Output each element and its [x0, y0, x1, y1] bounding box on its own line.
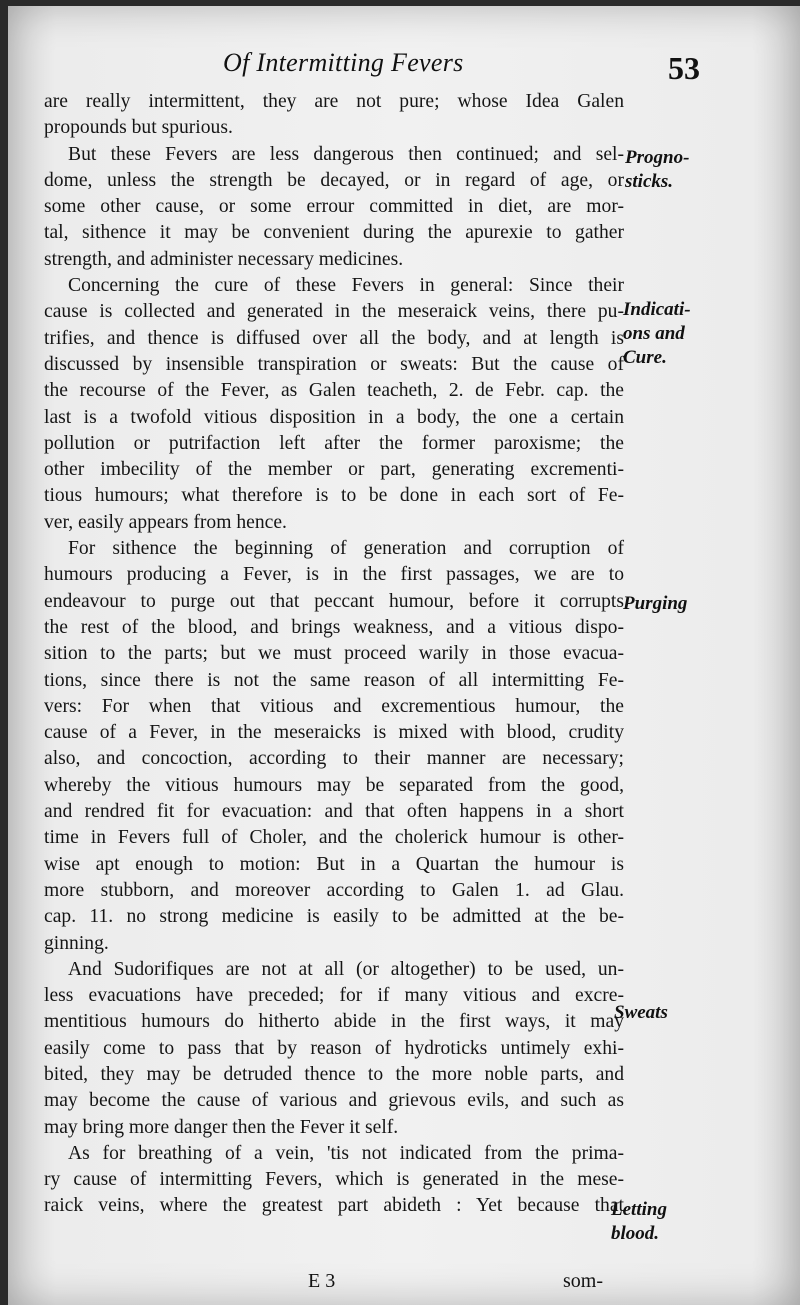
- paragraph-prognosticks: [44, 142, 624, 273]
- text-line: may bring more danger then the Fever it self.: [44, 1116, 399, 1138]
- margin-note-line: sticks.: [625, 171, 674, 192]
- text-line: easily come to pass that by reason of hydroticks untimely exhi-: [44, 1037, 624, 1059]
- text-line: For sithence the beginning of generation and corruption of: [68, 538, 624, 560]
- text-line: some other cause, or some errour committed in diet, are mor-: [44, 196, 624, 218]
- text-line: cause of a Fever, in the meseraicks is mixed with blood, crudity: [44, 722, 624, 744]
- text-line: As for breathing of a vein, 'tis not indicated from the prima-: [68, 1142, 624, 1164]
- text-line: trifies, and thence is diffused over all the body, and at length is: [44, 327, 624, 349]
- margin-note-purging: [623, 592, 687, 616]
- text-line: tal, sithence it may be convenient during the apurexie to gather: [44, 222, 624, 244]
- text-line: the rest of the blood, and brings weakness, and a vitious dispo-: [44, 616, 624, 638]
- catchword: som-: [563, 1270, 603, 1292]
- margin-note-line: Progno-: [625, 147, 690, 168]
- page-number: 53: [668, 50, 700, 86]
- paragraph-bloodletting: [44, 1141, 624, 1220]
- text-line: mentitious humours do hitherto abide in the first ways, it may: [44, 1011, 624, 1033]
- signature-mark: E 3: [308, 1270, 336, 1292]
- margin-note-line: Cure.: [623, 347, 667, 368]
- margin-note-sweats: [614, 1001, 668, 1025]
- text-line: tious humours; what therefore is to be done in each sort of Fe-: [44, 485, 624, 507]
- main-text: [44, 89, 624, 1220]
- text-line: ry cause of intermitting Fevers, which is generated in the mese-: [44, 1169, 624, 1191]
- text-line: raick veins, where the greatest part abideth : Yet because that: [44, 1195, 624, 1217]
- text-line: are really intermittent, they are not pure; whose Idea Galen: [44, 91, 624, 112]
- book-page: [8, 6, 800, 1305]
- text-line: But these Fevers are less dangerous then continued; and sel-: [68, 143, 624, 165]
- text-line: dome, unless the strength be decayed, or in regard of age, or: [44, 169, 624, 191]
- text-line: propounds but spurious.: [44, 117, 233, 139]
- paragraph-1: [44, 89, 624, 142]
- text-line: time in Fevers full of Choler, and the cholerick humour is other-: [44, 827, 624, 849]
- text-line: last is a twofold vitious disposition in a body, the one a certain: [44, 406, 624, 428]
- text-line: humours producing a Fever, is in the first passages, we are to: [44, 564, 624, 586]
- text-line: sition to the parts; but we must proceed warily in those evacua-: [44, 643, 624, 665]
- paragraph-purging: [44, 536, 624, 957]
- margin-note-line: Indicati-: [623, 299, 691, 320]
- text-line: Concerning the cure of these Fevers in general: Since their: [68, 275, 624, 297]
- text-line: And Sudorifiques are not at all (or altogether) to be used, un-: [68, 958, 624, 980]
- text-line: the recourse of the Fever, as Galen teacheth, 2. de Febr. cap. the: [44, 380, 624, 402]
- text-line: ver, easily appears from hence.: [44, 511, 287, 533]
- margin-note-line: ons and: [623, 323, 685, 344]
- margin-note-line: Purging: [623, 593, 688, 614]
- margin-note-line: Letting: [611, 1199, 667, 1220]
- text-line: strength, and administer necessary medicines.: [44, 248, 404, 270]
- text-line: discussed by insensible transpiration or sweats: But the cause of: [44, 353, 624, 375]
- text-line: ginning.: [44, 932, 109, 954]
- text-line: whereby the vitious humours may be separated from the good,: [44, 774, 624, 796]
- margin-note-line: blood.: [611, 1223, 660, 1244]
- running-title: Of Intermitting Fevers: [223, 48, 464, 77]
- text-line: less evacuations have preceded; for if many vitious and excre-: [44, 985, 624, 1007]
- text-line: cap. 11. no strong medicine is easily to be admitted at the be-: [44, 906, 624, 928]
- margin-note-indications: [623, 298, 691, 370]
- text-line: also, and concoction, according to their manner are necessary;: [44, 748, 624, 770]
- text-line: pollution or putrifaction left after the former paroxisme; the: [44, 432, 624, 454]
- margin-note-line: Sweats: [614, 1002, 668, 1023]
- text-line: and rendred fit for evacuation: and that often happens in a short: [44, 801, 624, 823]
- text-line: wise apt enough to motion: But in a Quartan the humour is: [44, 853, 624, 875]
- paragraph-indications: [44, 273, 624, 536]
- text-line: vers: For when that vitious and excrementious humour, the: [44, 695, 624, 717]
- margin-note-letting-blood: [611, 1198, 667, 1246]
- text-line: other imbecility of the member or part, generating excrementi-: [44, 459, 624, 481]
- text-line: bited, they may be detruded thence to the more noble parts, and: [44, 1063, 624, 1085]
- margin-note-prognosticks: [625, 146, 689, 194]
- paragraph-sudorifiques: [44, 957, 624, 1141]
- text-line: may become the cause of various and grievous evils, and such as: [44, 1090, 624, 1112]
- text-line: endeavour to purge out that peccant humour, before it corrupts: [44, 590, 624, 612]
- text-line: cause is collected and generated in the meseraick veins, there pu-: [44, 301, 624, 323]
- text-line: more stubborn, and moreover according to Galen 1. ad Glau.: [44, 879, 624, 901]
- text-line: tions, since there is not the same reason of all intermitting Fe-: [44, 669, 624, 691]
